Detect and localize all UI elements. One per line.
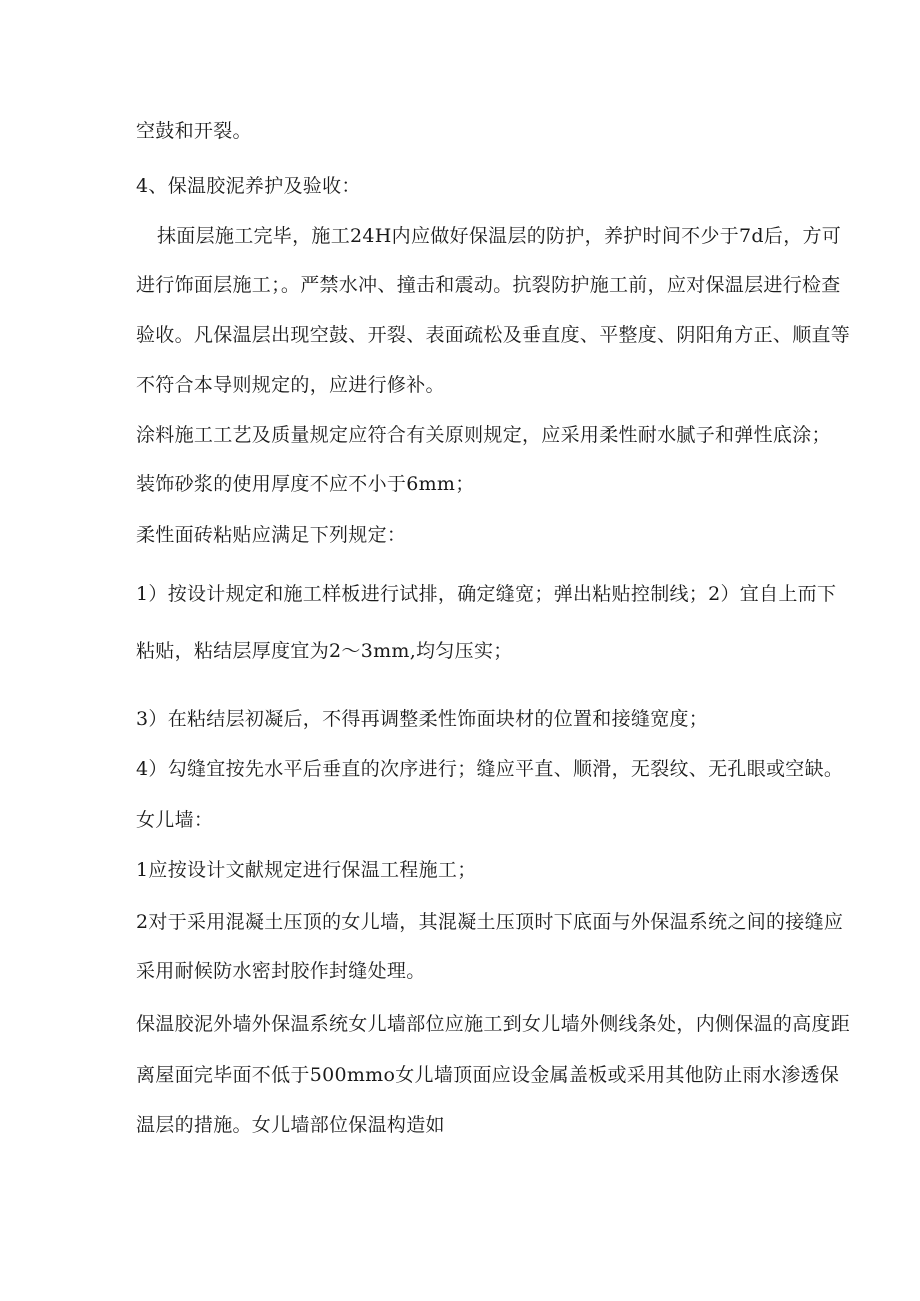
text-line: 离屋面完毕面不低于500mmo女儿墙顶面应设金属盖板或采用其他防止雨水渗透保 [136, 1064, 840, 1086]
text-line: 不符合本导则规定的，应进行修补。 [136, 374, 445, 396]
text-line: 温层的措施。女儿墙部位保温构造如 [136, 1114, 445, 1136]
text-line: 空鼓和开裂。 [136, 120, 252, 142]
text-line: 装饰砂浆的使用厚度不应不小于6mm； [136, 473, 475, 495]
text-line: 柔性面砖粘贴应满足下列规定： [136, 524, 407, 546]
text-line: 保温胶泥外墙外保温系统女儿墙部位应施工到女儿墙外侧线条处，内侧保温的高度距 [136, 1013, 851, 1035]
list-item: 3）在粘结层初凝后，不得再调整柔性饰面块材的位置和接缝宽度； [136, 708, 709, 730]
text-line: 涂料施工工艺及质量规定应符合有关原则规定，应采用柔性耐水腻子和弹性底涂； [136, 424, 831, 446]
text-line: 验收。凡保温层出现空鼓、开裂、表面疏松及垂直度、平整度、阴阳角方正、顺直等 [136, 324, 851, 346]
list-item: 1应按设计文献规定进行保温工程施工； [136, 859, 477, 881]
list-item: 2对于采用混凝土压顶的女儿墙，其混凝土压顶时下底面与外保温系统之间的接缝应 [136, 911, 844, 933]
section-heading: 女儿墙： [136, 809, 214, 831]
text-line: 进行饰面层施工；。严禁水冲、撞击和震动。抗裂防护施工前，应对保温层进行检查 [136, 274, 841, 296]
list-item: 4）勾缝宜按先水平后垂直的次序进行；缝应平直、顺滑，无裂纹、无孔眼或空缺。 [136, 758, 844, 780]
list-item: 1）按设计规定和施工样板进行试排，确定缝宽；弹出粘贴控制线；2）宜自上而下 [136, 583, 837, 605]
list-item: 粘贴，粘结层厚度宜为2～3mm,均匀压实； [136, 640, 513, 662]
text-line: 抹面层施工完毕，施工24H内应做好保温层的防护，养护时间不少于7d后，方可 [157, 225, 842, 247]
text-line: 采用耐候防水密封胶作封缝处理。 [136, 960, 426, 982]
section-heading: 4、保温胶泥养护及验收： [136, 175, 361, 197]
